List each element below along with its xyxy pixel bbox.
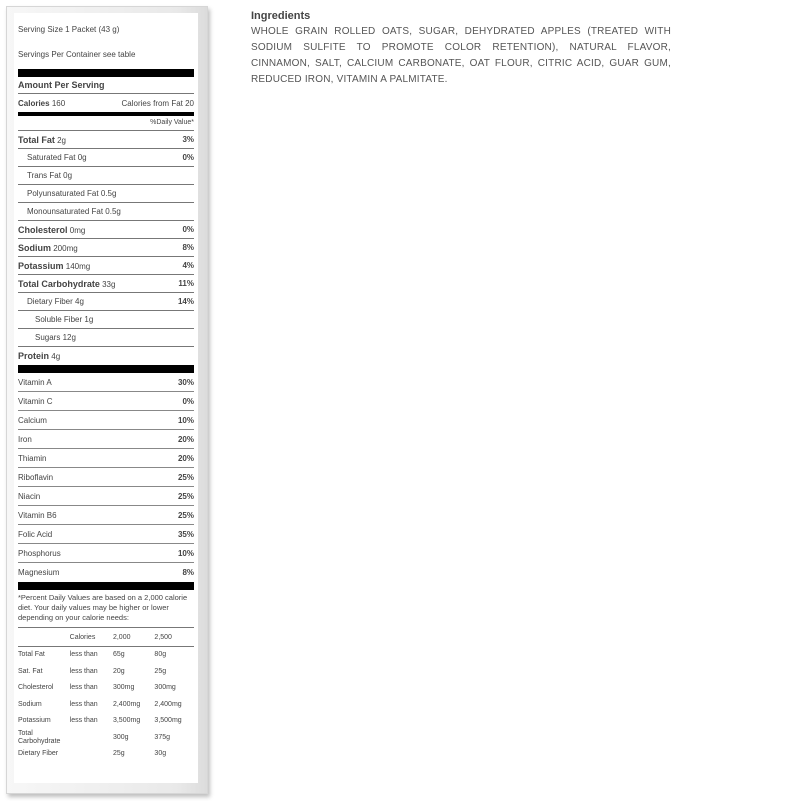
vitamin-label: Calcium [18, 415, 47, 425]
vitamin-label: Vitamin B6 [18, 510, 57, 520]
serving-size: Serving Size 1 Packet (43 g) [18, 25, 120, 34]
vitamin-row [18, 373, 194, 392]
vitamin-row [18, 544, 194, 563]
vitamin-row [18, 468, 194, 487]
nutrient-amount: 1g [84, 315, 94, 325]
nutrient-row [18, 149, 194, 167]
nutrient-name [18, 243, 78, 253]
daily-value-cell: less than [69, 651, 98, 659]
nutrient-label: Cholesterol [18, 224, 68, 235]
vitamin-label: Niacin [18, 491, 41, 501]
servings-per-container: Servings Per Container see table [18, 50, 136, 60]
vitamin-percent: 35% [177, 529, 194, 539]
nutrient-name [18, 135, 66, 145]
daily-value-header: %Daily Value* [18, 116, 194, 131]
daily-value-cell: 300g [112, 733, 129, 741]
daily-value-cell: 300mg [154, 684, 176, 692]
vitamin-row [18, 449, 194, 468]
daily-value-row [18, 664, 194, 681]
divider-thick [18, 582, 194, 590]
daily-value-cell: 3,500mg [154, 717, 182, 725]
nutrient-name [18, 315, 93, 324]
nutrient-name [18, 189, 116, 198]
daily-value-cell: Total Carbohydrate [18, 729, 61, 745]
nutrient-name [18, 261, 90, 271]
ingredients-title: Ingredients [251, 10, 311, 22]
nutrient-percent: 4% [182, 261, 194, 271]
vitamin-percent: 20% [177, 434, 194, 444]
divider-thick [18, 69, 194, 77]
nutrient-name [18, 333, 76, 342]
vitamin-label: Riboflavin [18, 472, 54, 482]
vitamin-label: Magnesium [18, 568, 60, 578]
nutrient-amount: 12g [62, 333, 76, 343]
daily-value-cell: 2,400mg [154, 700, 182, 708]
amount-per-serving: Amount Per Serving [18, 77, 194, 94]
daily-value-row [18, 730, 194, 747]
vitamin-percent: 8% [182, 568, 194, 578]
nutrient-amount: 4g [75, 297, 84, 307]
nutrition-label [14, 13, 198, 783]
daily-value-row [18, 746, 194, 763]
daily-value-cell: less than [69, 684, 98, 692]
daily-value-table [18, 630, 194, 763]
daily-value-cell: 2,000 [113, 630, 154, 647]
nutrient-label: Potassium [18, 260, 64, 271]
nutrient-amount: 0.5g [100, 189, 117, 199]
vitamin-label: Vitamin A [18, 377, 52, 387]
vitamin-row [18, 563, 194, 582]
nutrient-row [18, 311, 194, 329]
nutrient-label: Total Carbohydrate [18, 278, 100, 289]
daily-value-cell: 25g [154, 667, 167, 675]
vitamin-row [18, 392, 194, 411]
vitamin-percent: 25% [177, 491, 194, 501]
protein [18, 351, 60, 361]
vitamin-percent: 25% [177, 510, 194, 520]
vitamin-label: Folic Acid [18, 529, 53, 539]
daily-value-row [18, 713, 194, 730]
vitamin-label: Thiamin [18, 453, 47, 463]
protein-amount: 4g [51, 352, 61, 362]
calories-from-fat: Calories from Fat 20 [121, 98, 194, 108]
nutrient-name [18, 279, 115, 289]
daily-value-cell: Sat. Fat [18, 667, 43, 675]
nutrient-label: Total Fat [18, 134, 55, 145]
daily-value-cell: 300mg [112, 684, 135, 692]
vitamin-percent: 25% [177, 472, 194, 482]
nutrient-row [18, 293, 194, 311]
nutrient-amount: 140mg [65, 261, 91, 271]
daily-value-cell [70, 746, 113, 763]
nutrient-label: Sodium [18, 242, 51, 253]
nutrient-row [18, 329, 194, 347]
daily-value-row [18, 680, 194, 697]
daily-value-cell: Dietary Fiber [18, 750, 59, 758]
vitamin-percent: 20% [177, 453, 194, 463]
nutrient-percent: 14% [177, 297, 194, 307]
nutrient-name [18, 171, 72, 180]
footnote: *Percent Daily Values are based on a 2,000 calorie diet. Your daily values may be higher or lower depending on your calorie needs: [18, 590, 194, 627]
nutrient-percent: 11% [178, 279, 194, 289]
nutrient-percent: 0% [182, 225, 194, 235]
daily-value-cell: Calories [70, 630, 113, 647]
daily-value-row [18, 697, 194, 714]
vitamin-percent: 10% [177, 415, 194, 425]
daily-value-cell: 2,400mg [112, 700, 141, 708]
nutrient-row [18, 131, 194, 149]
calories-row [18, 94, 194, 112]
nutrient-amount: 2g [57, 135, 66, 145]
nutrient-row [18, 203, 194, 221]
daily-value-cell: 375g [154, 733, 170, 741]
protein-label: Protein [18, 351, 50, 362]
vitamin-percent: 10% [177, 548, 194, 558]
vitamin-row [18, 487, 194, 506]
ingredients-text: WHOLE GRAIN ROLLED OATS, SUGAR, DEHYDRATED APPLES (TREATED WITH SODIUM SULFITE TO PROMOTE COLOR RETENTION), NATURAL FLAVOR, CINNAMON, SALT, CALCIUM CARBONATE, OAT FLOUR, CITRIC ACID, GUAR GUM, REDUCED IRON, VITAMIN A PALMITATE. [251, 26, 671, 85]
daily-value-cell [18, 630, 70, 647]
daily-value-cell: 20g [112, 667, 125, 675]
nutrient-amount: 0mg [69, 225, 86, 235]
nutrient-percent: 0% [182, 153, 194, 163]
vitamin-row [18, 525, 194, 544]
daily-value-cell: Sodium [18, 700, 42, 708]
daily-value-cell: less than [69, 667, 98, 675]
vitamin-label: Phosphorus [18, 548, 61, 558]
daily-value-cell: Cholesterol [18, 684, 54, 692]
divider-thick [18, 365, 194, 373]
calories-label: Calories [18, 98, 50, 108]
nutrition-facts-panel [6, 6, 208, 794]
nutrient-label: Soluble Fiber [35, 315, 83, 325]
nutrient-name [18, 207, 121, 216]
nutrient-label: Trans Fat [27, 171, 61, 181]
daily-value-row [18, 630, 194, 647]
nutrient-amount: 33g [102, 279, 116, 289]
nutrient-label: Monounsaturated Fat [27, 207, 104, 217]
daily-value-cell: 25g [112, 750, 125, 758]
daily-value-cell: less than [69, 700, 98, 708]
nutrient-name [18, 225, 85, 235]
vitamin-percent: 30% [177, 377, 194, 387]
daily-value-cell: 2,500 [154, 630, 194, 647]
vitamin-row [18, 430, 194, 449]
protein-row [18, 347, 194, 365]
nutrient-list [18, 131, 194, 347]
daily-value-cell: 3,500mg [112, 717, 141, 725]
daily-value-row [18, 647, 194, 664]
calories-value: 160 [51, 98, 66, 108]
vitamin-percent: 0% [182, 396, 194, 406]
daily-value-cell: 80g [154, 651, 167, 659]
nutrient-name [18, 297, 84, 306]
nutrient-amount: 0.5g [105, 207, 121, 217]
nutrient-row [18, 221, 194, 239]
nutrient-amount: 0g [63, 171, 73, 181]
nutrient-row [18, 167, 194, 185]
nutrient-amount: 200mg [53, 243, 78, 253]
daily-value-cell: Total Fat [18, 651, 45, 659]
vitamin-row [18, 411, 194, 430]
daily-value-cell: less than [69, 717, 98, 725]
vitamin-list [18, 373, 194, 582]
nutrient-label: Dietary Fiber [27, 297, 73, 307]
daily-value-cell: 30g [154, 750, 167, 758]
daily-value-cell [70, 730, 113, 747]
nutrient-label: Polyunsaturated Fat [27, 189, 99, 199]
daily-value-cell: Potassium [18, 717, 51, 725]
ingredients-section [251, 10, 671, 88]
nutrient-row [18, 275, 194, 293]
nutrient-label: Saturated Fat [27, 153, 76, 163]
calories [18, 99, 65, 108]
nutrient-label: Sugars [35, 333, 61, 343]
nutrient-percent: 3% [182, 135, 194, 145]
vitamin-row [18, 506, 194, 525]
nutrient-percent: 8% [182, 243, 194, 253]
daily-value-cell: 65g [112, 651, 125, 659]
nutrient-name [18, 153, 87, 162]
nutrient-row [18, 239, 194, 257]
nutrient-row [18, 185, 194, 203]
nutrient-row [18, 257, 194, 275]
vitamin-label: Iron [18, 434, 32, 444]
nutrient-amount: 0g [77, 153, 87, 163]
vitamin-label: Vitamin C [18, 396, 53, 406]
